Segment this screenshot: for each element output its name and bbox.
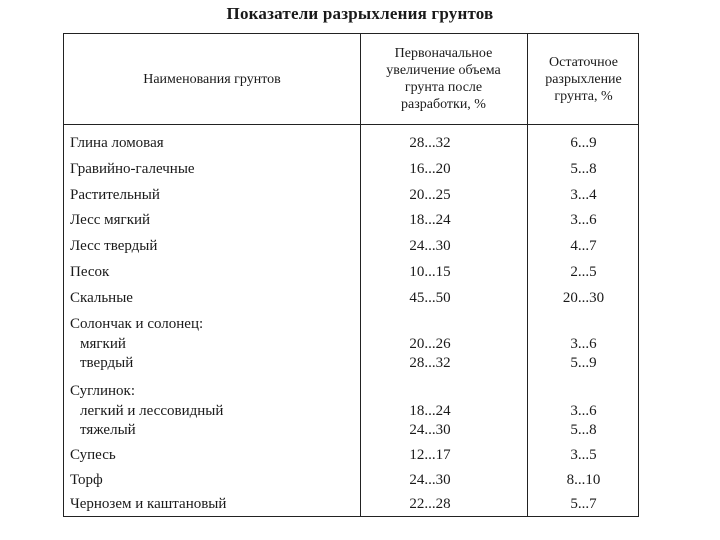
soil-loosening-table (63, 33, 639, 517)
table-row (64, 493, 640, 516)
header-divider (64, 124, 638, 125)
initial-increase-value: 16...20 (409, 161, 451, 177)
soil-name: Лесс твердый (70, 238, 158, 254)
initial-increase-value: 18...24 (409, 403, 451, 419)
initial-increase-value: 24...30 (409, 472, 451, 488)
soil-name: Чернозем и каштановый (70, 496, 227, 512)
table-row (64, 419, 640, 442)
soil-name: Лесс мягкий (70, 212, 151, 228)
residual-loosening-value: 8...10 (566, 472, 601, 488)
soil-name: Растительный (70, 187, 160, 203)
residual-loosening-value: 5...7 (570, 496, 597, 512)
table-row (64, 158, 640, 181)
residual-loosening-value: 3...6 (570, 336, 597, 352)
initial-increase-value: 28...32 (409, 135, 451, 151)
table-row (64, 184, 640, 207)
initial-increase-value: 24...30 (409, 238, 451, 254)
residual-loosening-value: 4...7 (570, 238, 597, 254)
header-soil-name: Наименования грунтов (143, 71, 281, 87)
residual-loosening-value: 3...4 (570, 187, 597, 203)
page-title: Показатели разрыхления грунтов (226, 4, 494, 23)
soil-subtype-name: твердый (80, 355, 134, 371)
soil-subtype-name: мягкий (80, 336, 126, 352)
initial-increase-value: 45...50 (409, 290, 451, 306)
soil-name: Глина ломовая (70, 135, 164, 151)
initial-increase-value: 22...28 (409, 496, 451, 512)
soil-name: Песок (70, 264, 110, 280)
table-row (64, 352, 640, 375)
header-residual-loosening: Остаточное разрыхление грунта, % (545, 54, 622, 104)
soil-group-name: Солончак и солонец: (70, 316, 204, 332)
residual-loosening-value: 2...5 (570, 264, 597, 280)
soil-name: Гравийно-галечные (70, 161, 195, 177)
header-initial-increase: Первоначальное увеличение объема грунта после разработки, % (386, 46, 501, 112)
soil-name: Скальные (70, 290, 133, 306)
soil-subtype-name: тяжелый (80, 422, 136, 438)
initial-increase-value: 28...32 (409, 355, 451, 371)
residual-loosening-value: 5...8 (570, 161, 597, 177)
table-row (64, 132, 640, 155)
table-row (64, 209, 640, 232)
initial-increase-value: 18...24 (409, 212, 451, 228)
soil-group-name: Суглинок: (70, 383, 136, 399)
table-row (64, 261, 640, 284)
soil-name: Торф (70, 472, 103, 488)
initial-increase-value: 20...25 (409, 187, 451, 203)
residual-loosening-value: 3...5 (570, 447, 597, 463)
residual-loosening-value: 5...9 (570, 355, 597, 371)
residual-loosening-value: 3...6 (570, 212, 597, 228)
soil-subtype-name: легкий и лессовидный (80, 403, 224, 419)
table-row (64, 235, 640, 258)
table-row (64, 287, 640, 310)
residual-loosening-value: 20...30 (562, 290, 605, 306)
residual-loosening-value: 5...8 (570, 422, 597, 438)
residual-loosening-value: 3...6 (570, 403, 597, 419)
initial-increase-value: 10...15 (409, 264, 451, 280)
initial-increase-value: 24...30 (409, 422, 451, 438)
initial-increase-value: 20...26 (409, 336, 451, 352)
initial-increase-value: 12...17 (409, 447, 451, 463)
table-row (64, 444, 640, 467)
residual-loosening-value: 6...9 (570, 135, 597, 151)
table-row (64, 469, 640, 492)
soil-name: Супесь (70, 447, 116, 463)
